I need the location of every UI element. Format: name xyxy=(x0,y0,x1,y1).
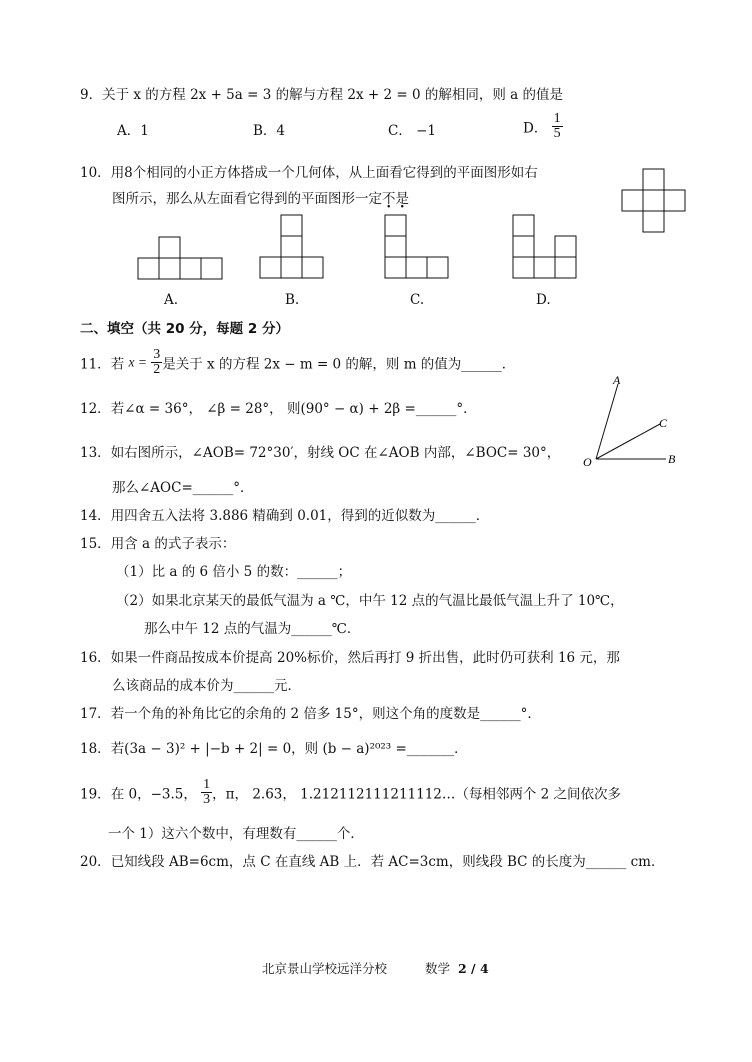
emphasis-not: 不 xyxy=(382,191,396,207)
question-number: 12． xyxy=(80,401,111,417)
option-c: C． −1 xyxy=(388,123,437,139)
fraction xyxy=(201,778,212,807)
fraction-denominator: 5 xyxy=(553,126,561,141)
fraction-numerator: 1 xyxy=(203,777,211,792)
figure-a-label: A. xyxy=(164,292,179,308)
question-10-line2 xyxy=(112,190,409,208)
question-number: 15． xyxy=(80,536,111,552)
question-text-line2: 图所示，那么从左面看它得到的平面图形一定 xyxy=(112,191,382,207)
point-label-o: O xyxy=(583,455,592,469)
question-12 xyxy=(80,400,477,418)
top-view-figure xyxy=(621,165,691,235)
question-number: 16． xyxy=(80,650,111,666)
fraction xyxy=(552,112,563,141)
option-d-label: D． xyxy=(523,120,548,137)
question-14 xyxy=(80,507,489,525)
section-heading: 二、填空（共 20 分，每题 2 分） xyxy=(80,321,289,337)
question-16-line2: 么该商品的成本价为______元． xyxy=(112,678,301,694)
figure-d-label: D. xyxy=(536,292,551,308)
question-number: 14． xyxy=(80,508,111,524)
question-text: 已知线段 AB=6cm，点 C 在直线 AB 上．若 AC=3cm，则线段 BC 的长度为______ cm． xyxy=(110,854,665,870)
question-number: 19． xyxy=(80,786,111,803)
question-19 xyxy=(80,778,621,807)
question-number: 20． xyxy=(80,854,111,870)
question-number: 18． xyxy=(80,741,111,757)
variable-x: x = xyxy=(128,354,147,370)
footer-subject: 数学 xyxy=(424,961,450,976)
figure-a xyxy=(137,236,227,281)
question-10 xyxy=(80,164,538,182)
question-text-pre: 若 xyxy=(110,356,125,373)
question-15-sub1: （1）比 a 的 6 倍小 5 的数：______； xyxy=(116,564,352,580)
question-text: 若一个角的补角比它的余角的 2 倍多 15°，则这个角的度数是______°． xyxy=(110,706,541,722)
question-number: 9． xyxy=(80,87,103,103)
question-text-line1: 如右图所示，∠AOB= 72°30′，射线 OC 在∠AOB 内部，∠BOC= 30°， xyxy=(110,445,561,461)
figure-c xyxy=(384,214,454,281)
question-text: 关于 x 的方程 2x + 5a = 3 的解与方程 2x + 2 = 0 的解相同，则 a 的值是 xyxy=(102,87,563,103)
question-number: 17． xyxy=(80,706,111,722)
question-number: 13． xyxy=(80,445,111,461)
emphasis-is: 是 xyxy=(395,191,409,207)
page-footer xyxy=(262,960,489,978)
question-15-sub2-line2: 那么中午 12 点的气温为______℃． xyxy=(144,621,361,637)
point-label-b: B xyxy=(668,452,676,466)
question-text-line1: 用8个相同的小正方体搭成一个几何体，从上面看它得到的平面图形如右 xyxy=(110,165,538,181)
question-text: 用含 a 的式子表示： xyxy=(110,536,236,552)
question-15 xyxy=(80,535,235,553)
question-20 xyxy=(80,853,664,871)
footer-school: 北京景山学校远洋分校 xyxy=(262,961,388,976)
question-number: 10． xyxy=(80,165,111,181)
option-d xyxy=(523,112,563,141)
question-15-sub2: （2）如果北京某天的最低气温为 a ℃，中午 12 点的气温比最低气温上升了 10℃， xyxy=(116,593,624,609)
option-a: A．1 xyxy=(117,123,149,139)
question-17 xyxy=(80,705,541,723)
question-16 xyxy=(80,649,620,667)
question-text: 用四舍五入法将 3.886 精确到 0.01，得到的近似数为______． xyxy=(110,508,490,524)
point-label-a: A xyxy=(613,373,621,387)
point-label-c: C xyxy=(659,416,668,430)
question-text: 若(3a − 3)² + |−b + 2| = 0，则 (b − a)²⁰²³ =_______． xyxy=(110,741,468,757)
angle-figure xyxy=(578,372,688,472)
question-text-pre: 在 0，−3.5， xyxy=(110,786,197,803)
question-text-post: ，π， 2.63̇， 1.212112111211112…（每相邻两个 2 之间依次多 xyxy=(212,786,622,803)
footer-page-number: 2 / 4 xyxy=(457,961,489,976)
question-text-post: 是关于 x 的方程 2x − m = 0 的解，则 m 的值为______． xyxy=(162,356,516,373)
question-19-line2: 一个 1）这六个数中，有理数有______个． xyxy=(108,826,364,842)
question-text: 若∠α = 36°， ∠β = 28°， 则(90° − α) + 2β =______°． xyxy=(110,401,477,417)
fraction-numerator: 1 xyxy=(553,111,561,126)
figure-d xyxy=(512,214,582,281)
figure-b xyxy=(259,214,329,281)
question-11 xyxy=(80,348,515,377)
question-13-line2: 那么∠AOC=______°． xyxy=(112,480,254,496)
question-9 xyxy=(80,86,563,104)
figure-b-label: B. xyxy=(285,292,300,308)
option-b: B．4 xyxy=(253,123,286,139)
question-18 xyxy=(80,740,468,758)
question-text-line1: 如果一件商品按成本价提高 20%标价，然后再打 9 折出售，此时仍可获利 16 元，那 xyxy=(110,650,620,666)
fraction-numerator: 3 xyxy=(153,347,161,362)
question-13 xyxy=(80,444,560,462)
fraction-denominator: 2 xyxy=(153,362,161,377)
fraction-denominator: 3 xyxy=(203,792,211,807)
figure-c-label: C. xyxy=(410,292,425,308)
fraction xyxy=(151,348,162,377)
question-number: 11． xyxy=(80,356,111,373)
